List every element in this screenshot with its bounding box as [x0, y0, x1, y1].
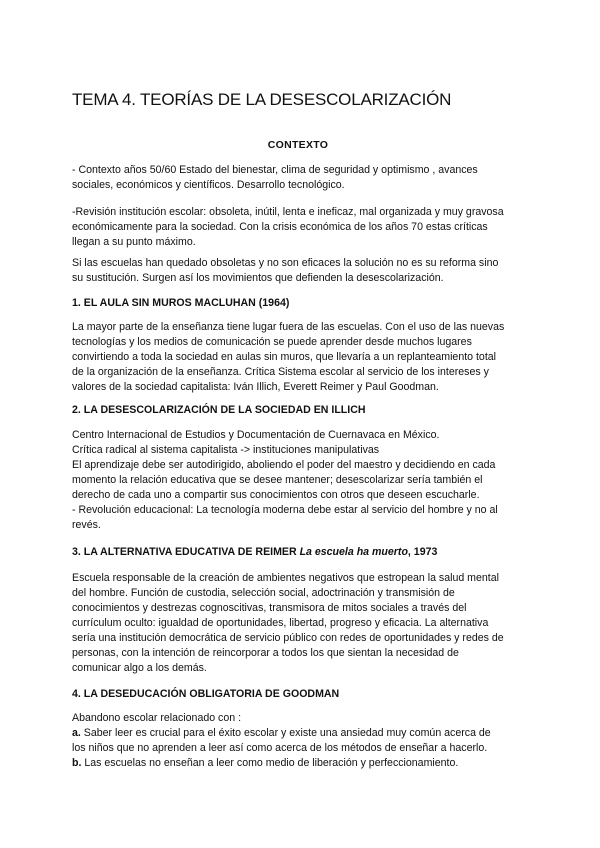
- text-line: Centro Internacional de Estudios y Documentación de Cuernavaca en México.: [72, 429, 440, 441]
- text-line: del hombre. Función de custodia, selección social, adoctrinación y transmisión de: [72, 587, 455, 599]
- section-3-heading: [72, 546, 524, 558]
- section-2-heading: 2. LA DESESCOLARIZACIÓN DE LA SOCIEDAD EN ILLICH: [72, 404, 366, 416]
- text-line: de la organización de la enseñanza. Crítica Sistema escolar al servicio de los intereses y: [72, 366, 489, 378]
- list-label: a.: [72, 727, 81, 739]
- text-line: convirtiendo a toda la sociedad en aulas sin muros, que llevaría a un replanteamiento total: [72, 351, 497, 363]
- book-title: La escuela ha muerto: [299, 546, 408, 558]
- text-line: tecnologías y los medios de comunicación se puede aprender desde muchos lugares: [72, 336, 472, 348]
- text-line: valores de la sociedad capitalista: Iván Illich, Everett Reimer y Paul Goodman.: [72, 381, 439, 393]
- text-line: llegan a su punto máximo.: [72, 236, 196, 248]
- list-label: b.: [72, 757, 82, 769]
- heading-year: , 1973: [407, 546, 438, 558]
- heading-text: 3. LA ALTERNATIVA EDUCATIVA DE REIMER: [72, 546, 300, 558]
- section-2-paragraph: [72, 428, 524, 533]
- text-line: La mayor parte de la enseñanza tiene lugar fuera de las escuelas. Con el uso de las nuevas: [72, 321, 505, 333]
- text-line: económicamente para la sociedad. Con la crisis económica de los años 70 estas críticas: [72, 221, 488, 233]
- text-line: conocimientos y destrezas cognoscitivas, transmisora de mitos sociales a través del: [72, 602, 467, 614]
- section-4-heading: 4. LA DESEDUCACIÓN OBLIGATORIA DE GOODMAN: [72, 688, 340, 700]
- text-line: - Revolución educacional: La tecnología moderna debe estar al servicio del hombre y no al: [72, 504, 498, 516]
- contexto-paragraph-3: [72, 256, 524, 286]
- text-line: personas, con la intención de reincorporar a todos los que sientan la necesidad de: [72, 647, 459, 659]
- text-line: Abandono escolar relacionado con :: [72, 712, 242, 724]
- text-line: revés.: [72, 519, 101, 531]
- text-line: Si las escuelas han quedado obsoletas y no son eficaces la solución no es su reforma sino: [72, 257, 499, 269]
- text-line: derecho de cada uno a compartir sus conocimientos con otros que deseen escucharle.: [72, 489, 480, 501]
- text-line: El aprendizaje debe ser autodirigido, aboliendo el poder del maestro y decidiendo en cada: [72, 459, 496, 471]
- text-line: sociales, económicos y científicos. Desarrollo tecnológico.: [72, 179, 345, 191]
- section-1-heading: 1. EL AULA SIN MUROS MACLUHAN (1964): [72, 297, 290, 309]
- contexto-heading: CONTEXTO: [267, 139, 329, 151]
- list-item-b: [72, 756, 524, 771]
- text-line: - Contexto años 50/60 Estado del bienestar, clima de seguridad y optimismo , avances: [72, 164, 478, 176]
- list-item-a: [72, 726, 524, 741]
- text-line: -Revisión institución escolar: obsoleta, inútil, lenta e ineficaz, mal organizada y muy gravosa: [72, 206, 504, 218]
- list-text: Las escuelas no enseñan a leer como medio de liberación y perfeccionamiento.: [81, 757, 459, 769]
- text-line: Escuela responsable de la creación de ambientes negativos que estropean la salud mental: [72, 572, 499, 584]
- list-text: Saber leer es crucial para el éxito escolar y existe una ansiedad muy común acerca de: [80, 727, 491, 739]
- text-line: Crítica radical al sistema capitalista -> instituciones manipulativas: [72, 444, 380, 456]
- text-line: momento la relación educativa que se desee mantener; desescolarizar sería también el: [72, 474, 483, 486]
- text-line: comunicar algo a los demás.: [72, 662, 207, 674]
- contexto-paragraph-1: [72, 163, 524, 193]
- text-line: los niños que no aprenden a leer así como acerca de los métodos de enseñar a hacerlo.: [72, 742, 488, 754]
- page-title: TEMA 4. TEORÍAS DE LA DESESCOLARIZACIÓN: [72, 90, 452, 109]
- contexto-paragraph-2: [72, 205, 524, 250]
- text-line: sería una institución democrática de servicio público con redes de oportunidades y redes de: [72, 632, 504, 644]
- section-3-paragraph: [72, 571, 524, 676]
- text-line: currículum oculto: igualdad de oportunidades, libertad, progreso y eficacia. La alternativa: [72, 617, 489, 629]
- section-1-paragraph: [72, 320, 524, 395]
- text-line: su sustitución. Surgen así los movimientos que defienden la desescolarización.: [72, 272, 444, 284]
- section-4-paragraph: [72, 711, 524, 771]
